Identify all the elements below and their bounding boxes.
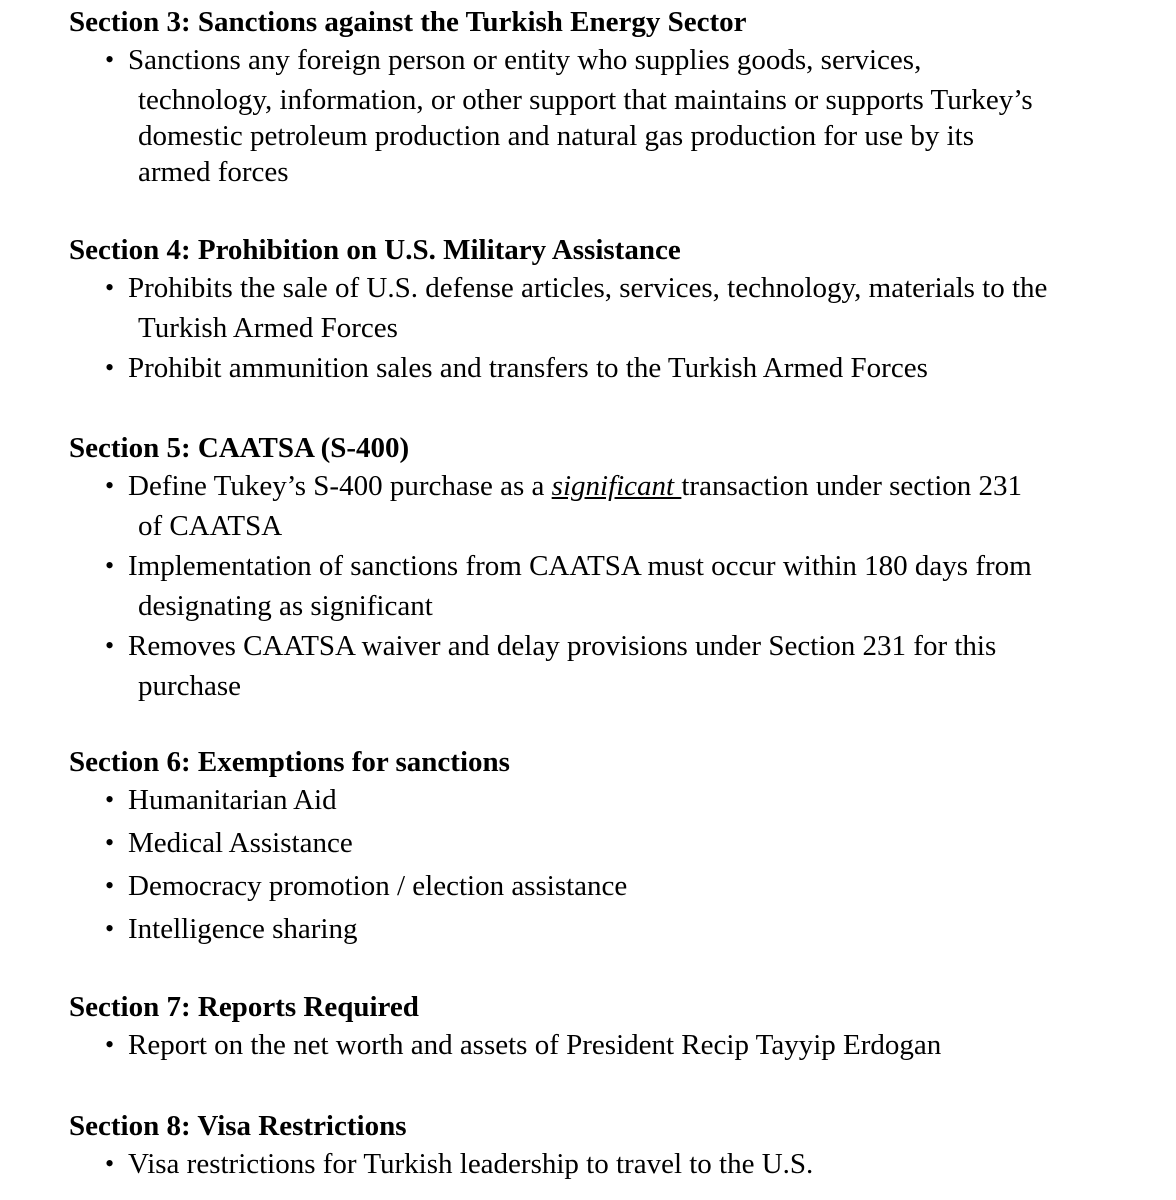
list-item: • Removes CAATSA waiver and delay provisions under Section 231 for this purchase [69, 626, 1159, 706]
section-heading: Section 8: Visa Restrictions [69, 1110, 407, 1142]
list-item: • Prohibit ammunition sales and transfers to the Turkish Armed Forces [69, 348, 1159, 388]
section-3 [69, 4, 1159, 192]
list-item: • Democracy promotion / election assistance [69, 866, 1159, 906]
bullet-list [69, 1144, 1159, 1184]
section-8 [69, 1108, 1159, 1184]
bullet-icon: • [105, 914, 115, 943]
bullet-icon: • [105, 1030, 115, 1059]
list-item: • Visa restrictions for Turkish leadership to travel to the U.S. [69, 1144, 1159, 1184]
list-item: • Prohibits the sale of U.S. defense articles, services, technology, materials to the Turkish Armed Forces [69, 268, 1159, 348]
list-item: • Define Tukey’s S-400 purchase as a significant transaction under section 231 of CAATSA [69, 466, 1159, 546]
bullet-icon: • [105, 353, 115, 382]
section-heading: Section 5: CAATSA (S-400) [69, 432, 410, 464]
list-item: • Implementation of sanctions from CAATSA must occur within 180 days from designating as significant [69, 546, 1159, 626]
bullet-list [69, 268, 1159, 388]
section-4 [69, 232, 1159, 388]
bullet-icon: • [105, 631, 115, 660]
bullet-list [69, 780, 1159, 949]
bullet-icon: • [105, 45, 115, 74]
list-item: • Humanitarian Aid [69, 780, 1159, 820]
list-item: • Medical Assistance [69, 823, 1159, 863]
section-6 [69, 744, 1159, 949]
bullet-icon: • [105, 471, 115, 500]
section-heading: Section 3: Sanctions against the Turkish Energy Sector [69, 6, 747, 38]
bullet-list [69, 40, 1159, 192]
section-heading: Section 7: Reports Required [69, 991, 419, 1023]
section-7 [69, 989, 1159, 1065]
bullet-list [69, 1025, 1159, 1065]
bullet-icon: • [105, 551, 115, 580]
section-heading: Section 6: Exemptions for sanctions [69, 746, 510, 778]
list-item: • Report on the net worth and assets of President Recip Tayyip Erdogan [69, 1025, 1159, 1065]
section-5 [69, 430, 1159, 706]
bullet-icon: • [105, 785, 115, 814]
bullet-list [69, 466, 1159, 706]
bullet-icon: • [105, 871, 115, 900]
section-heading: Section 4: Prohibition on U.S. Military Assistance [69, 234, 681, 266]
list-item: • Sanctions any foreign person or entity who supplies goods, services, technology, information, or other support that maintains or supports Turkey’s domestic petroleum production and natural gas production for use by its armed forces [69, 40, 1159, 192]
emphasis-significant: significant [551, 470, 682, 502]
bullet-icon: • [105, 828, 115, 857]
bullet-icon: • [105, 1149, 115, 1178]
bullet-icon: • [105, 273, 115, 302]
list-item: • Intelligence sharing [69, 909, 1159, 949]
